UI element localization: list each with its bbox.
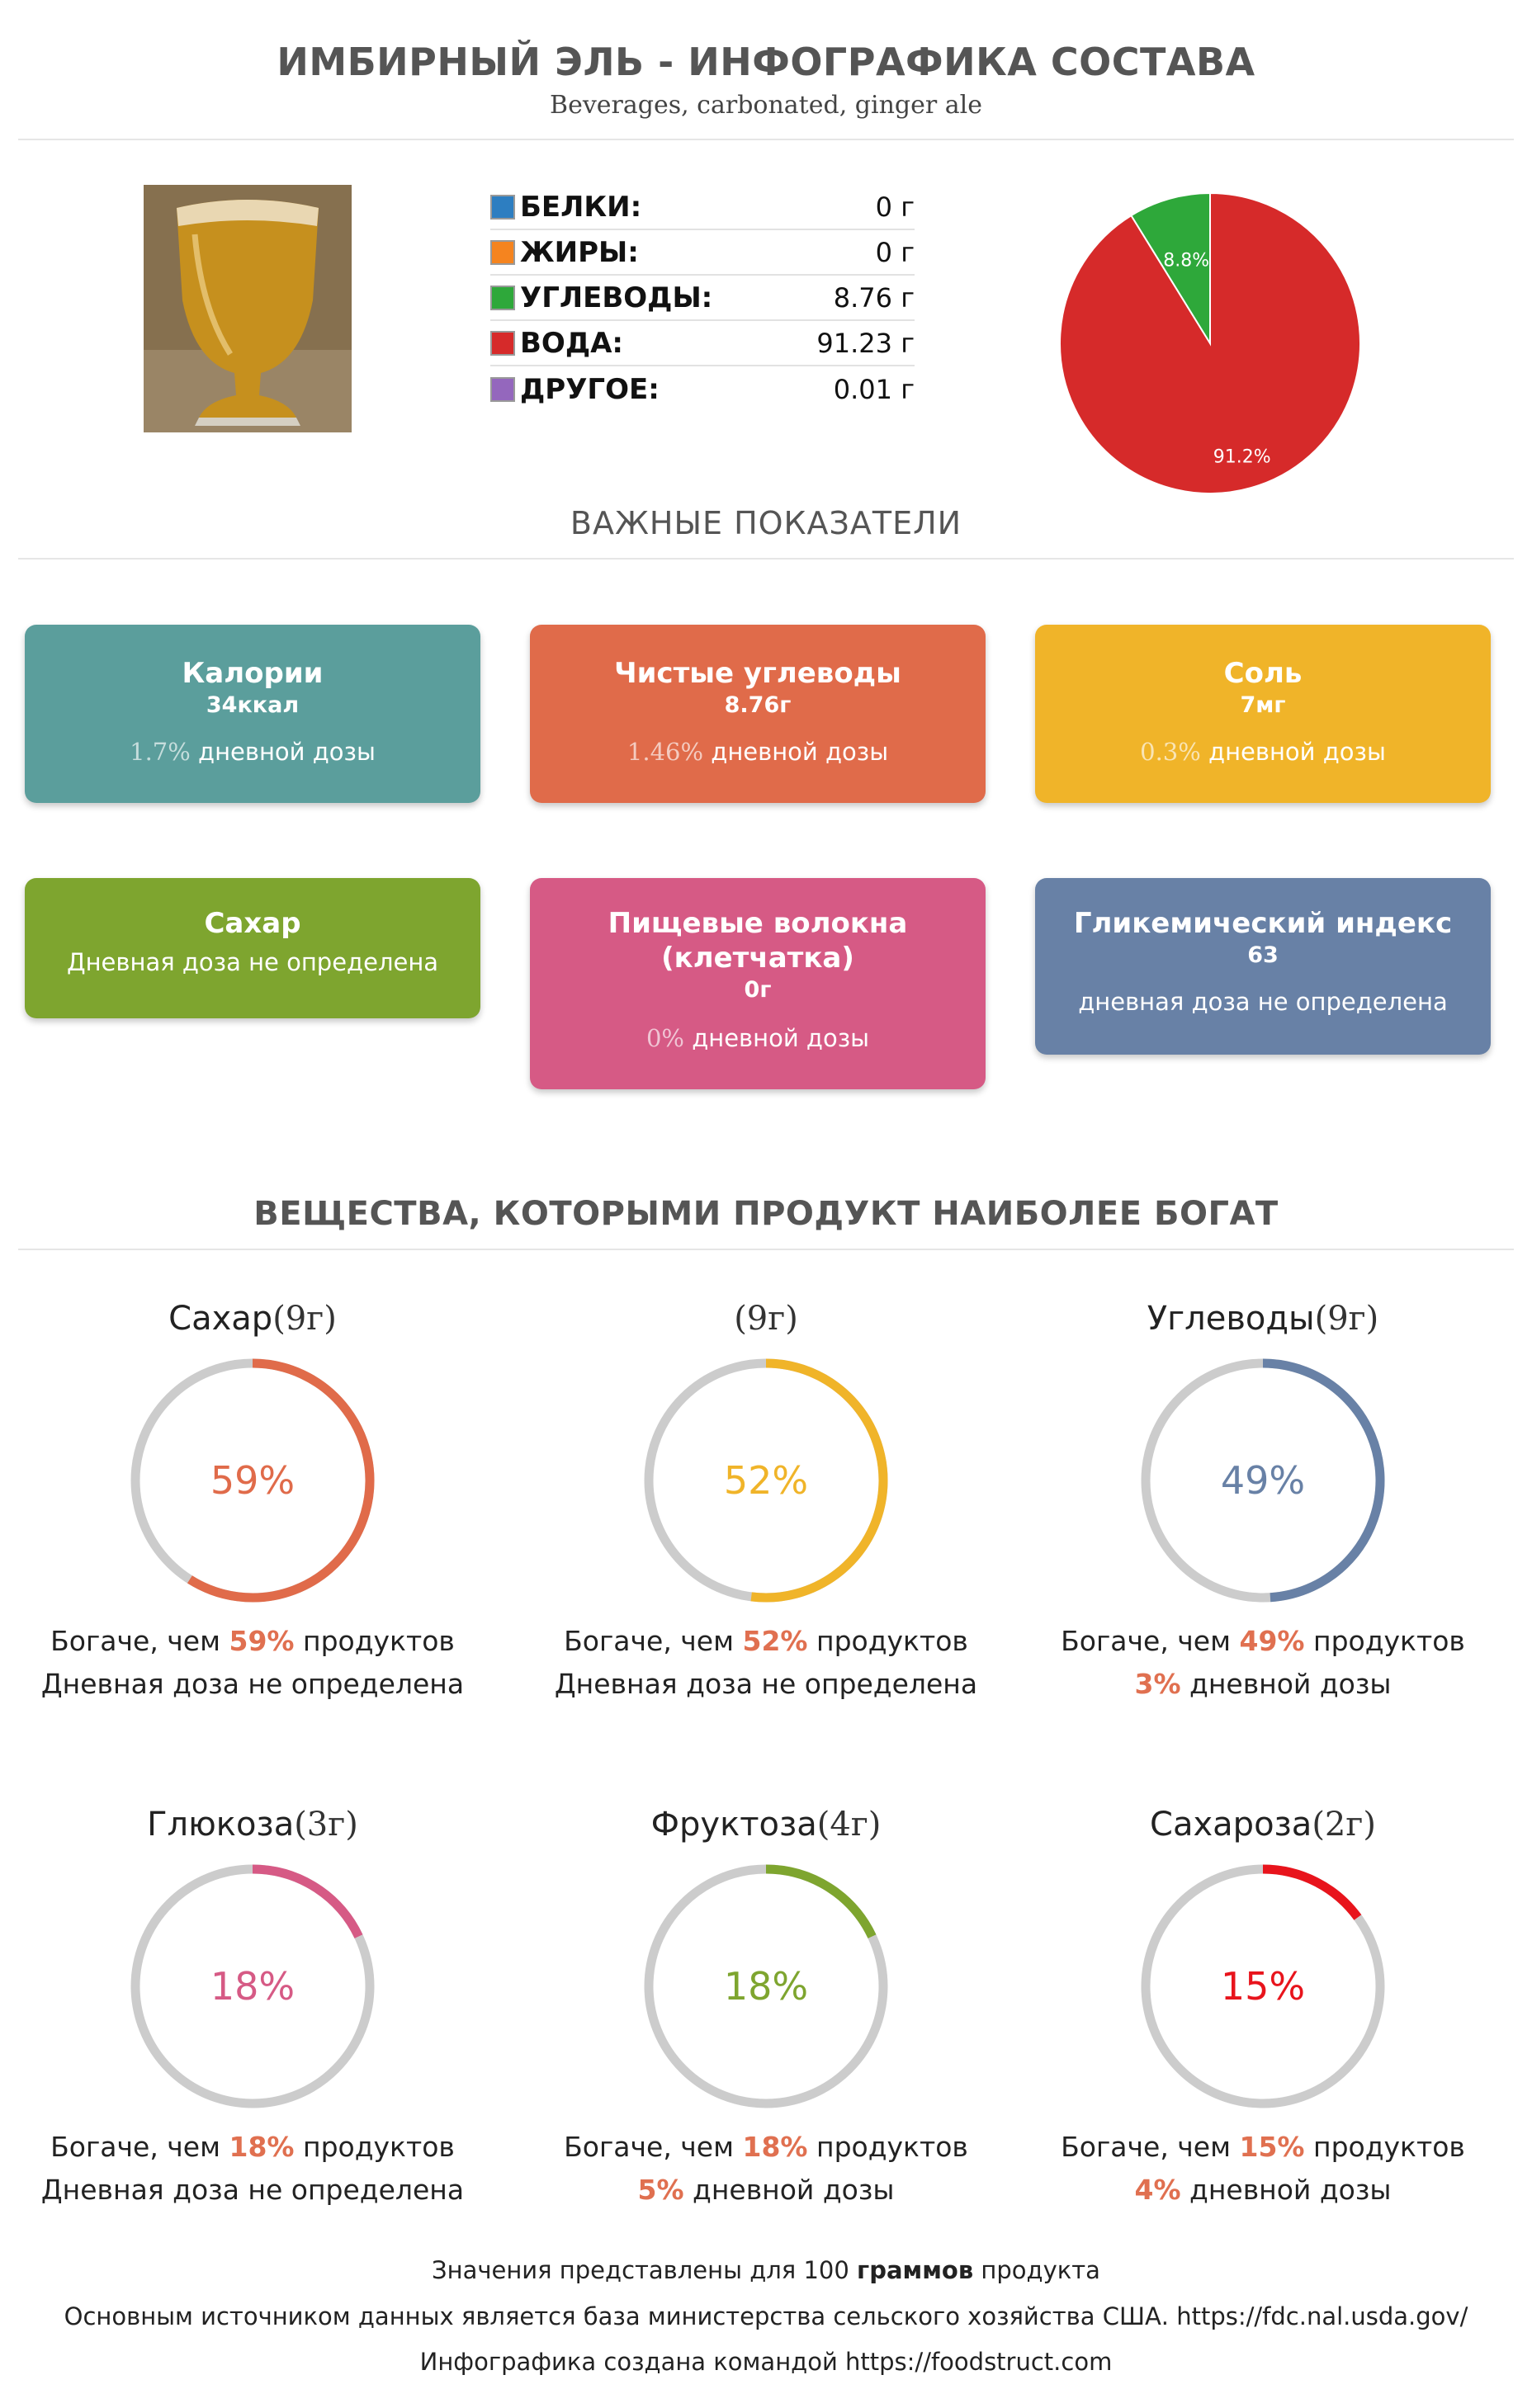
richer-than-line: Богаче, чем 59% продуктов <box>50 1625 455 1657</box>
footer-serving-note: Значения представлены для 100 граммов продукта <box>432 2256 1100 2284</box>
macro-value: 8.76 г <box>833 281 915 314</box>
macro-row-protein <box>490 185 915 230</box>
card-glycemic-index <box>1035 878 1491 1055</box>
macro-value: 0.01 г <box>833 373 915 405</box>
footer-credit: Инфографика создана командой https://foodstruct.com <box>419 2348 1113 2376</box>
richer-than-line: Богаче, чем 18% продуктов <box>564 2131 968 2163</box>
divider <box>18 1249 1514 1250</box>
richer-than-line: Богаче, чем 49% продуктов <box>1061 1625 1465 1657</box>
daily-value-line: 5% дневной дозы <box>637 2174 895 2206</box>
card-value: 7мг <box>1240 692 1286 718</box>
page-subtitle: Beverages, carbonated, ginger ale <box>550 91 982 120</box>
nutrient-sucrose <box>1032 1804 1494 2212</box>
card-note: 1.7% дневной дозы <box>130 738 376 766</box>
card-salt <box>1035 625 1491 803</box>
nutrient-ring <box>125 1858 381 2114</box>
card-title: Пищевые волокна (клетчатка) <box>608 907 908 975</box>
card-note: дневная доза не определена <box>1078 988 1448 1016</box>
nutrient-title: Фруктоза(4г) <box>650 1806 882 1844</box>
page-title: ИМБИРНЫЙ ЭЛЬ - ИНФОГРАФИКА СОСТАВА <box>277 40 1255 84</box>
macro-name: БЕЛКИ: <box>520 190 642 224</box>
nutrient-fructose <box>535 1804 997 2212</box>
macro-value: 0 г <box>875 236 915 268</box>
nutrient-ring <box>638 1858 894 2114</box>
daily-value-line: Дневная доза не определена <box>40 1668 465 1700</box>
card-note: Дневная доза не определена <box>66 948 439 976</box>
macro-row-carbs <box>490 276 915 321</box>
nutrient-unnamed <box>535 1298 997 1706</box>
water-swatch <box>490 331 515 356</box>
macro-row-fat <box>490 230 915 276</box>
card-sugar <box>25 878 480 1018</box>
card-note: 1.46% дневной дозы <box>627 738 889 766</box>
nutrient-title: Сахароза(2г) <box>1150 1806 1376 1844</box>
nutrient-sugar <box>21 1298 484 1706</box>
ring-percent-label: 59% <box>210 1458 296 1503</box>
macro-name: ДРУГОЕ: <box>520 372 660 406</box>
card-fiber <box>530 878 986 1089</box>
daily-value-line: 3% дневной дозы <box>1134 1668 1392 1700</box>
macro-name: ВОДА: <box>520 326 624 360</box>
card-value: 63 <box>1247 942 1279 968</box>
rich-nutrients-heading: ВЕЩЕСТВА, КОТОРЫМИ ПРОДУКТ НАИБОЛЕЕ БОГАТ <box>253 1195 1279 1233</box>
pie-slice-label: 8.8% <box>1163 250 1210 271</box>
card-value: 34ккал <box>206 692 300 718</box>
ring-progress <box>766 1869 872 1937</box>
macro-name: УГЛЕВОДЫ: <box>520 281 713 314</box>
card-title: Калории <box>182 657 324 690</box>
ring-progress <box>253 1869 358 1937</box>
ring-progress <box>1263 1869 1358 1918</box>
macro-name: ЖИРЫ: <box>520 235 639 269</box>
card-value: 8.76г <box>724 692 792 718</box>
card-net-carbs <box>530 625 986 803</box>
daily-value-line: Дневная доза не определена <box>554 1668 978 1700</box>
ring-percent-label: 18% <box>210 1964 296 2009</box>
card-note: 0% дневной дозы <box>645 1024 870 1052</box>
other-swatch <box>490 377 515 402</box>
card-title: Гликемический индекс <box>1073 907 1453 940</box>
nutrient-glucose <box>21 1804 484 2212</box>
macro-value: 91.23 г <box>816 327 915 359</box>
divider <box>18 558 1514 560</box>
nutrient-ring <box>638 1353 894 1608</box>
richer-than-line: Богаче, чем 18% продуктов <box>50 2131 455 2163</box>
card-title: Соль <box>1223 657 1303 690</box>
nutrient-carbs <box>1032 1298 1494 1706</box>
card-title: Сахар <box>204 907 301 940</box>
carbs-swatch <box>490 286 515 310</box>
nutrient-title: (9г) <box>734 1300 798 1338</box>
macro-value: 0 г <box>875 191 915 223</box>
card-title: Чистые углеводы <box>614 657 901 690</box>
composition-pie-chart <box>1053 187 1367 500</box>
ring-percent-label: 18% <box>723 1964 809 2009</box>
card-note: 0.3% дневной дозы <box>1140 738 1386 766</box>
nutrient-ring <box>1135 1353 1391 1608</box>
daily-value-line: Дневная доза не определена <box>40 2174 465 2206</box>
ring-percent-label: 52% <box>723 1458 809 1503</box>
nutrient-ring <box>1135 1858 1391 2114</box>
card-calories <box>25 625 480 803</box>
nutrient-title: Сахар(9г) <box>168 1300 337 1338</box>
product-photo <box>144 185 352 432</box>
footer-source-note: Основным источником данных является база министерства сельского хозяйства США. https://fdc.nal.usda.gov/ <box>64 2302 1468 2330</box>
nutrient-title: Глюкоза(3г) <box>147 1806 358 1844</box>
protein-swatch <box>490 195 515 220</box>
fat-swatch <box>490 240 515 265</box>
divider <box>18 139 1514 140</box>
ring-percent-label: 49% <box>1220 1458 1306 1503</box>
nutrient-ring <box>125 1353 381 1608</box>
macro-row-other <box>490 366 915 412</box>
pie-slice-label: 91.2% <box>1213 446 1271 468</box>
ring-percent-label: 15% <box>1220 1964 1306 2009</box>
macro-table <box>490 185 915 412</box>
daily-value-line: 4% дневной дозы <box>1134 2174 1392 2206</box>
card-value: 0г <box>744 977 772 1003</box>
key-indicators-heading: ВАЖНЫЕ ПОКАЗАТЕЛИ <box>570 505 962 541</box>
macro-row-water <box>490 321 915 366</box>
richer-than-line: Богаче, чем 15% продуктов <box>1061 2131 1465 2163</box>
nutrient-title: Углеводы(9г) <box>1147 1300 1379 1338</box>
richer-than-line: Богаче, чем 52% продуктов <box>564 1625 968 1657</box>
